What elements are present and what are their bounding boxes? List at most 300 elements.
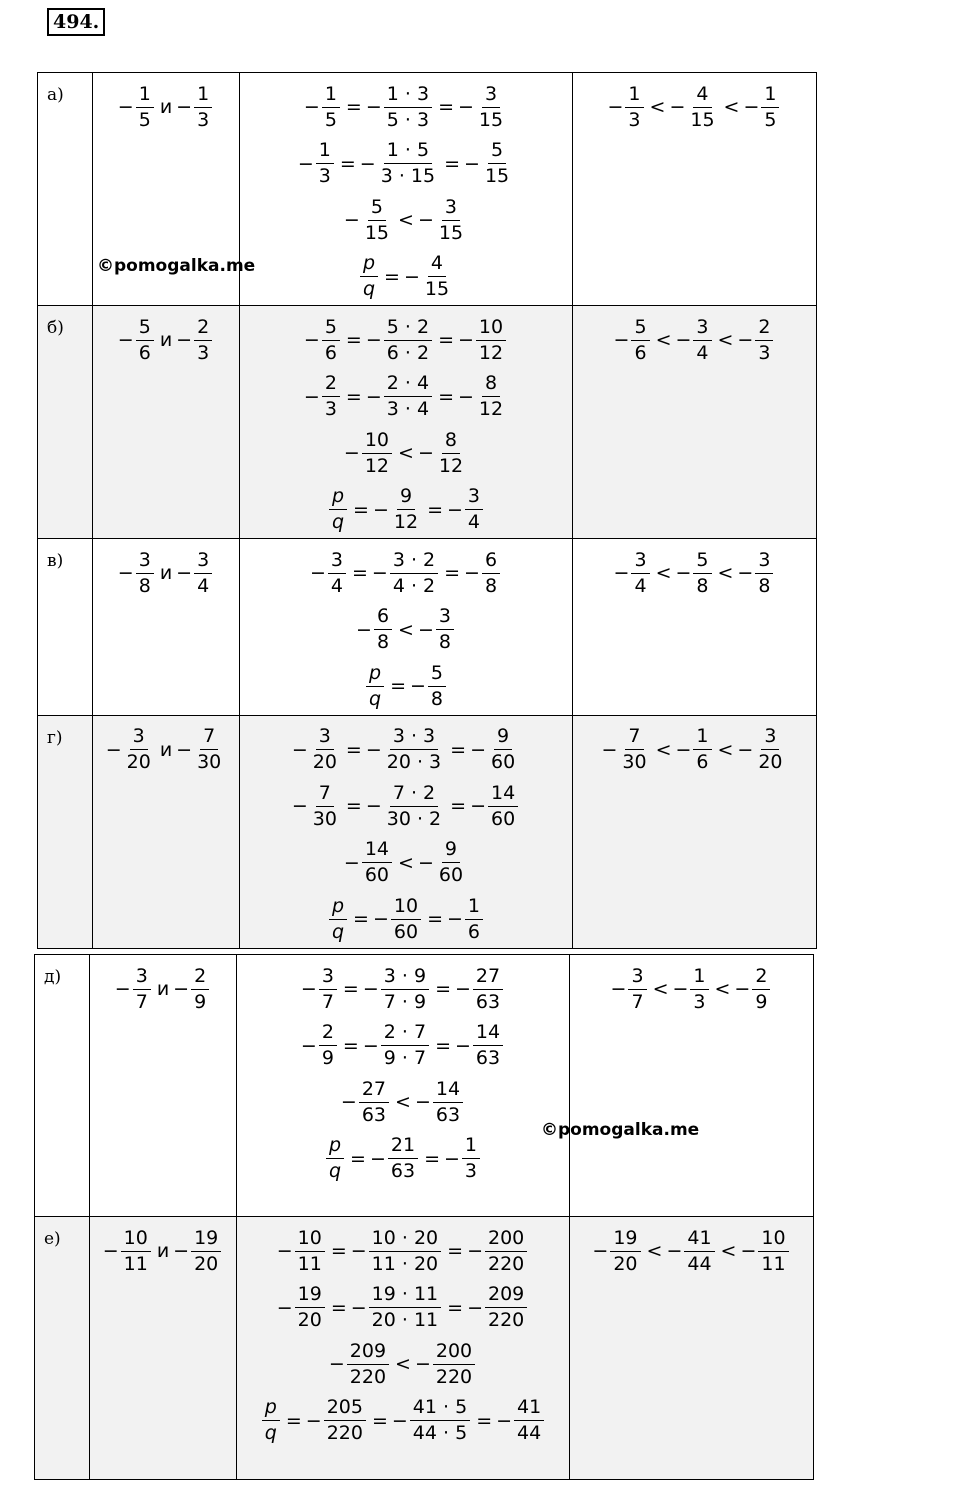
denominator: 11 — [297, 1252, 322, 1275]
operator: = — [345, 795, 362, 818]
fraction — [428, 661, 446, 712]
numerator: 5 — [693, 548, 711, 574]
denominator: 20 — [758, 751, 783, 774]
minus-sign: − — [365, 385, 382, 408]
minus-sign: − — [737, 738, 754, 761]
minus-sign: − — [365, 329, 382, 352]
minus-sign: − — [291, 738, 308, 761]
fraction — [690, 964, 708, 1015]
solution-table-1 — [37, 72, 817, 949]
math-line — [304, 369, 508, 426]
fraction — [514, 1395, 544, 1446]
operator: < — [723, 96, 740, 119]
work-math — [237, 955, 569, 1187]
fraction — [362, 837, 392, 888]
fraction — [462, 1133, 480, 1184]
operator: = — [450, 738, 467, 761]
minus-sign: − — [734, 978, 751, 1001]
fraction — [433, 1339, 475, 1390]
fraction — [752, 964, 770, 1015]
fraction — [194, 315, 212, 366]
fraction — [194, 548, 212, 599]
math-line — [358, 249, 454, 306]
table-row — [38, 715, 817, 948]
minus-sign: − — [303, 329, 320, 352]
numerator: 2 — [322, 371, 340, 397]
numerator: p — [262, 1395, 280, 1421]
fraction — [384, 371, 432, 422]
math-line — [329, 1336, 477, 1393]
fraction — [476, 315, 506, 366]
fraction — [628, 964, 646, 1015]
numerator: p — [326, 1133, 344, 1159]
given-math — [93, 73, 239, 136]
fraction — [381, 1020, 429, 1071]
math-line — [344, 425, 468, 482]
denominator: 3 — [628, 108, 641, 131]
minus-sign: − — [675, 738, 692, 761]
minus-sign: − — [464, 152, 480, 175]
denominator: 12 — [364, 454, 390, 477]
operator: = — [353, 908, 369, 931]
minus-sign: − — [467, 1296, 483, 1319]
minus-sign: − — [417, 851, 434, 874]
minus-sign: − — [496, 1409, 513, 1432]
fraction — [761, 82, 779, 133]
minus-sign: − — [743, 96, 760, 119]
minus-sign: − — [276, 1296, 293, 1319]
fraction — [391, 894, 421, 945]
numerator: 3 — [761, 724, 779, 750]
numerator: 4 — [693, 82, 711, 108]
denominator: 9 · 7 — [383, 1047, 427, 1070]
numerator: 7 · 2 — [390, 781, 438, 807]
math-line — [592, 1223, 790, 1280]
numerator: 41 — [684, 1226, 714, 1252]
denominator: 4 — [330, 574, 343, 597]
fraction — [384, 315, 432, 366]
math-line — [277, 1223, 530, 1280]
numerator: 3 — [436, 604, 454, 630]
denominator: 7 — [631, 990, 644, 1013]
numerator: 200 — [433, 1339, 475, 1365]
numerator: 2 — [194, 315, 212, 341]
denominator: q — [331, 920, 345, 943]
numerator: 1 · 3 — [384, 82, 432, 108]
fraction — [362, 195, 392, 246]
work-cell — [240, 539, 573, 716]
fraction — [473, 1020, 503, 1071]
denominator: 7 — [321, 990, 334, 1013]
denominator: 63 — [390, 1160, 416, 1183]
numerator: 209 — [485, 1282, 527, 1308]
minus-sign: − — [371, 562, 388, 585]
denominator: 5 — [324, 108, 337, 131]
numerator: 3 — [136, 548, 154, 574]
fraction — [319, 964, 337, 1015]
denominator: q — [264, 1422, 277, 1445]
conjunction: и — [156, 1240, 170, 1263]
minus-sign: − — [173, 1240, 190, 1263]
denominator: 3 — [693, 990, 706, 1013]
numerator: 10 — [121, 1226, 151, 1252]
denominator: 3 — [318, 165, 331, 188]
operator: = — [447, 1240, 464, 1263]
fraction — [410, 1395, 470, 1446]
minus-sign: − — [740, 1240, 757, 1263]
minus-sign: − — [409, 675, 426, 698]
numerator: p — [366, 661, 384, 687]
operator: = — [427, 498, 443, 521]
minus-sign: − — [592, 1240, 609, 1263]
numerator: 3 — [465, 484, 483, 510]
numerator: 21 — [388, 1133, 418, 1159]
math-line — [298, 136, 514, 193]
minus-sign: − — [105, 738, 122, 761]
fraction — [194, 82, 212, 133]
work-cell — [240, 306, 573, 539]
operator: = — [350, 1147, 366, 1170]
operator: = — [435, 1034, 451, 1057]
fraction — [295, 1282, 325, 1333]
math-line — [327, 891, 485, 948]
table-row — [38, 539, 817, 716]
math-line — [344, 192, 468, 249]
numerator: 200 — [485, 1226, 527, 1252]
minus-sign: − — [607, 96, 624, 119]
minus-sign: − — [454, 1034, 471, 1057]
math-line — [292, 722, 520, 779]
denominator: 4 — [197, 574, 210, 597]
operator: = — [345, 385, 362, 408]
numerator: 19 · 11 — [369, 1282, 441, 1308]
minus-sign: − — [464, 562, 480, 585]
numerator: 19 — [610, 1226, 640, 1252]
numerator: 14 — [488, 781, 518, 807]
math-line — [301, 1018, 505, 1075]
numerator: 1 — [693, 724, 711, 750]
numerator: 2 — [319, 1020, 337, 1046]
given-math — [93, 306, 239, 369]
given-cell — [90, 955, 237, 1217]
minus-sign: − — [297, 152, 314, 175]
operator: < — [717, 329, 734, 352]
numerator: 9 — [442, 837, 460, 863]
numerator: 5 — [136, 315, 154, 341]
denominator: 220 — [488, 1252, 525, 1275]
operator: = — [424, 1147, 440, 1170]
math-line — [304, 312, 508, 369]
minus-sign: − — [340, 1091, 357, 1114]
numerator: 3 — [133, 964, 151, 990]
denominator: q — [362, 278, 376, 301]
math-line — [344, 835, 468, 892]
minus-sign: − — [365, 738, 382, 761]
denominator: 8 — [376, 631, 390, 654]
denominator: 8 — [696, 574, 709, 597]
minus-sign: − — [362, 1034, 379, 1057]
denominator: 60 — [438, 864, 464, 887]
math-line — [611, 961, 773, 1018]
fraction — [485, 1282, 527, 1333]
numerator: 2 — [191, 964, 209, 990]
math-line — [277, 1280, 530, 1337]
fraction — [436, 428, 466, 479]
minus-sign: − — [672, 978, 689, 1001]
minus-sign: − — [343, 209, 360, 232]
denominator: 5 — [764, 108, 777, 131]
operator: = — [444, 562, 461, 585]
numerator: 2 — [752, 964, 770, 990]
table-row — [38, 306, 817, 539]
denominator: 20 — [297, 1309, 322, 1332]
operator: = — [438, 385, 454, 408]
math-line — [118, 79, 214, 136]
minus-sign: − — [176, 562, 193, 585]
numerator: 1 — [625, 82, 643, 108]
minus-sign: − — [343, 851, 360, 874]
minus-sign: − — [303, 385, 320, 408]
fraction — [755, 548, 773, 599]
conjunction: и — [159, 562, 173, 585]
denominator: 12 — [438, 454, 464, 477]
watermark: ©pomogalka.me — [97, 256, 256, 276]
fraction — [473, 964, 503, 1015]
denominator: 3 · 15 — [380, 165, 436, 188]
operator: = — [427, 908, 443, 931]
fraction — [324, 1395, 366, 1446]
fraction — [191, 964, 209, 1015]
minus-sign: − — [417, 442, 434, 465]
numerator: 3 · 3 — [390, 724, 438, 750]
operator: = — [435, 978, 451, 1001]
numerator: 2 · 7 — [381, 1020, 429, 1046]
minus-sign: − — [117, 96, 134, 119]
solution-table-2 — [34, 954, 814, 1480]
fraction — [693, 724, 711, 775]
fraction — [121, 1226, 151, 1277]
denominator: 60 — [393, 920, 419, 943]
minus-sign: − — [300, 978, 317, 1001]
denominator: 63 — [361, 1103, 387, 1126]
denominator: 3 — [197, 341, 210, 364]
denominator: 15 — [364, 221, 390, 244]
fraction — [310, 781, 340, 832]
fraction — [388, 1133, 418, 1184]
answer-math — [573, 306, 816, 369]
fraction — [684, 1226, 714, 1277]
denominator: 4 — [634, 574, 647, 597]
fraction — [625, 82, 643, 133]
minus-sign: − — [328, 1353, 345, 1376]
denominator: 6 — [634, 341, 647, 364]
operator: = — [450, 795, 467, 818]
operator: = — [345, 738, 362, 761]
denominator: 12 — [393, 511, 419, 534]
work-cell — [237, 955, 570, 1217]
denominator: 15 — [484, 165, 510, 188]
numerator: 9 — [397, 484, 415, 510]
minus-sign: − — [173, 978, 190, 1001]
denominator: 30 — [622, 751, 647, 774]
minus-sign: − — [114, 978, 131, 1001]
fraction — [374, 604, 392, 655]
denominator: 4 — [467, 511, 481, 534]
numerator: 5 — [322, 315, 340, 341]
given-cell — [90, 1217, 237, 1480]
work-math — [240, 306, 572, 538]
denominator: 3 — [324, 398, 337, 421]
minus-sign: − — [447, 908, 463, 931]
answer-math — [573, 716, 816, 779]
numerator: 6 — [482, 548, 500, 574]
item-label: д) — [35, 955, 90, 1217]
answer-cell — [573, 306, 817, 539]
operator: < — [655, 562, 672, 585]
minus-sign: − — [470, 795, 486, 818]
conjunction: и — [156, 978, 170, 1001]
fraction — [359, 1077, 389, 1128]
operator: = — [444, 152, 461, 175]
given-cell — [93, 539, 240, 716]
fraction — [390, 548, 438, 599]
denominator: 60 — [491, 751, 516, 774]
fraction — [133, 964, 151, 1015]
operator: = — [438, 329, 454, 352]
minus-sign: − — [669, 96, 686, 119]
numerator: 8 — [442, 428, 460, 454]
minus-sign: − — [417, 209, 434, 232]
operator: = — [342, 1034, 359, 1057]
numerator: 14 — [473, 1020, 503, 1046]
fraction — [488, 724, 518, 775]
work-cell — [240, 73, 573, 306]
minus-sign: − — [457, 96, 474, 119]
given-math — [90, 955, 236, 1018]
denominator: 15 — [438, 221, 464, 244]
fraction — [381, 964, 429, 1015]
fraction — [347, 1339, 389, 1390]
denominator: 3 — [464, 1160, 478, 1183]
denominator: 20 — [194, 1252, 219, 1275]
fraction — [758, 1226, 788, 1277]
fraction — [482, 138, 512, 189]
answer-math — [573, 539, 816, 602]
fraction — [124, 724, 154, 775]
given-cell — [93, 715, 240, 948]
operator: = — [438, 96, 454, 119]
denominator: 6 · 2 — [386, 341, 430, 364]
fraction — [631, 315, 649, 366]
minus-sign: − — [457, 329, 474, 352]
denominator: 4 — [696, 341, 709, 364]
fraction — [693, 315, 711, 366]
numerator: 1 — [761, 82, 779, 108]
item-label: в) — [38, 539, 93, 716]
denominator: 20 · 3 — [386, 751, 442, 774]
conjunction: и — [159, 738, 173, 761]
fraction — [436, 195, 466, 246]
numerator: 205 — [324, 1395, 366, 1421]
fraction — [310, 724, 340, 775]
numerator: 7 — [200, 724, 218, 750]
minus-sign: − — [414, 1353, 431, 1376]
numerator: 1 · 5 — [384, 138, 432, 164]
numerator: 209 — [347, 1339, 389, 1365]
operator: < — [398, 851, 414, 874]
fraction — [384, 82, 432, 133]
math-line — [260, 1393, 546, 1450]
minus-sign: − — [365, 795, 382, 818]
answer-cell — [570, 1217, 814, 1480]
answer-math — [570, 1217, 813, 1280]
fraction — [136, 548, 154, 599]
numerator: 1 — [316, 138, 334, 164]
minus-sign: − — [176, 329, 193, 352]
fraction — [378, 138, 438, 189]
minus-sign: − — [300, 1034, 317, 1057]
denominator: 5 · 3 — [386, 108, 430, 131]
minus-sign: − — [372, 498, 389, 521]
given-math — [93, 539, 239, 602]
operator: = — [476, 1409, 493, 1432]
fraction — [465, 484, 483, 535]
operator: = — [330, 1240, 347, 1263]
operator: = — [351, 562, 368, 585]
denominator: 9 — [194, 990, 207, 1013]
numerator: 1 — [462, 1133, 480, 1159]
conjunction: и — [159, 329, 173, 352]
answer-math — [570, 955, 813, 1018]
denominator: q — [369, 687, 382, 710]
operator: = — [353, 498, 369, 521]
minus-sign: − — [737, 329, 754, 352]
denominator: 4 · 2 — [392, 574, 436, 597]
work-math — [240, 716, 572, 948]
operator: < — [398, 618, 414, 641]
work-cell — [237, 1217, 570, 1480]
fraction — [384, 781, 444, 832]
numerator: 3 · 9 — [381, 964, 429, 990]
fraction — [360, 251, 378, 302]
minus-sign: − — [447, 498, 463, 521]
minus-sign: − — [454, 978, 471, 1001]
operator: = — [342, 978, 359, 1001]
math-line — [118, 545, 214, 602]
numerator: 8 — [482, 371, 500, 397]
minus-sign: − — [675, 329, 692, 352]
fraction — [262, 1395, 280, 1446]
minus-sign: − — [362, 978, 379, 1001]
denominator: 8 — [138, 574, 151, 597]
fraction — [329, 484, 347, 535]
numerator: 1 — [690, 964, 708, 990]
fraction — [436, 837, 466, 888]
denominator: 11 — [761, 1252, 786, 1275]
given-math — [90, 1217, 236, 1280]
minus-sign: − — [303, 96, 320, 119]
fraction — [322, 371, 340, 422]
denominator: 8 — [484, 574, 498, 597]
fraction — [488, 781, 518, 832]
numerator: 10 — [476, 315, 506, 341]
fraction — [136, 82, 154, 133]
operator: = — [345, 96, 362, 119]
fraction — [329, 894, 347, 945]
numerator: 5 — [368, 195, 386, 221]
denominator: 30 — [197, 751, 222, 774]
math-line — [106, 722, 227, 779]
